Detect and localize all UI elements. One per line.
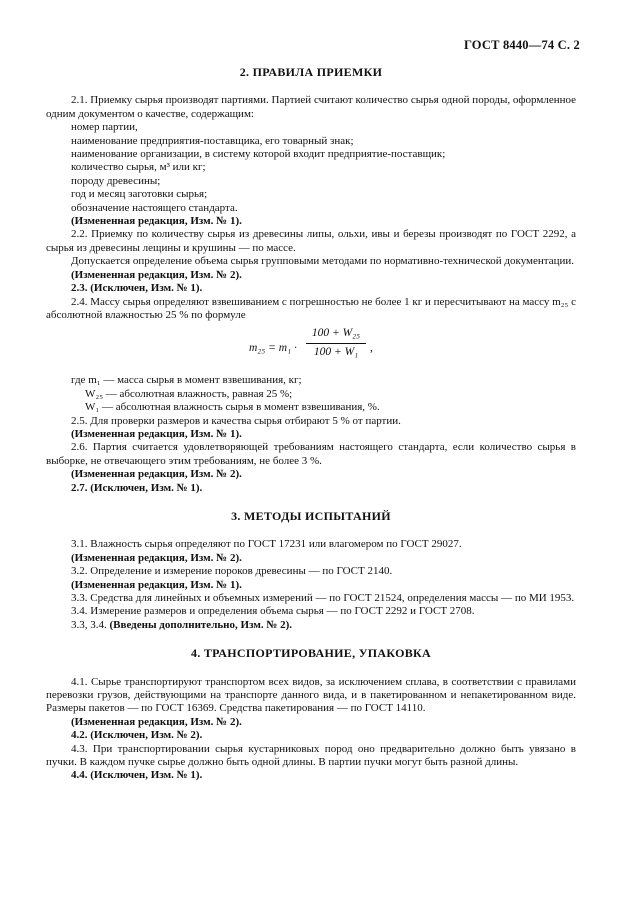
paragraph-3-1: 3.1. Влажность сырья определяют по ГОСТ 17231 или влагомером по ГОСТ 29027.	[71, 538, 462, 551]
formula-numerator: 100 + W₂₅	[306, 327, 366, 343]
edition-note: (Измененная редакция, Изм. № 1).	[71, 215, 242, 228]
paragraph-2-4: 2.4. Массу сырья определяют взвешиванием с погрешностью не более 1 кг и пересчитывают на массу m₂₅ с абсолютной влажностью 25 % по формуле	[46, 295, 576, 321]
paragraph-4-4: 4.4. (Исключен, Изм. № 1).	[71, 769, 203, 782]
mass-formula	[46, 322, 576, 374]
section-2-title: 2. ПРАВИЛА ПРИЕМКИ	[239, 65, 383, 79]
paragraph-2-6: 2.6. Партия считается удовлетворяющей требованиям настоящего стандарта, если количество сырья в выборке, не отвечающего этим требованиям, не более 3 %.	[46, 441, 576, 467]
paragraph-4-1: 4.1. Сырье транспортируют транспортом всех видов, за исключением сплава, в соответствии с правилами перевозки грузов, действующими на транспорте данного вида, и в пакетированном и непакетированном виде. Размеры пакетов — по ГОСТ 16369. Средства пакетирования — по ГОСТ 14110.	[46, 675, 576, 715]
paragraph-2-5: 2.5. Для проверки размеров и качества сырья отбирают 5 % от партии.	[71, 414, 401, 427]
formula-legend	[46, 374, 576, 414]
addition-note	[46, 619, 576, 632]
paragraph-4-2: 4.2. (Исключен, Изм. № 2).	[71, 729, 203, 742]
legend-line: W₁ — абсолютная влажность сырья в момент взвешивания, %.	[85, 401, 380, 414]
paragraph-3-4: 3.4. Измерение размеров и определения объема сырья — по ГОСТ 2292 и ГОСТ 2708.	[71, 605, 475, 618]
edition-note: (Измененная редакция, Изм. № 2).	[71, 268, 242, 281]
paragraph-4-3: 4.3. При транспортировании сырья кустарниковых пород оно предварительно должно быть увязано в пучки. В каждом пучке сырье должно быть одной длины. В партии пучки могут быть разной длины.	[46, 742, 576, 769]
addition-note-numbers: 3.3, 3.4.	[71, 618, 107, 631]
formula-fraction	[306, 327, 366, 359]
paragraph-2-3: 2.3. (Исключен, Изм. № 1).	[71, 282, 203, 295]
paragraph-2-7: 2.7. (Исключен, Изм. № 1).	[71, 481, 203, 494]
edition-note: (Измененная редакция, Изм. № 2).	[71, 715, 242, 728]
list-item: наименование организации, в систему которой входит предприятие-поставщик;	[71, 148, 446, 161]
paragraph-2-2: 2.2. Приемку по количеству сырья из древесины липы, ольхи, ивы и березы производят по ГОСТ 2292, а сырья из древесины лещины и крушины — по массе.	[46, 228, 576, 254]
legend-line: W₂₅ — абсолютная влажность, равная 25 %;	[85, 387, 293, 400]
list-item: количество сырья, м³ или кг;	[71, 161, 206, 174]
paragraph-3-2: 3.2. Определение и измерение пороков древесины — по ГОСТ 2140.	[71, 565, 393, 578]
paragraph-3-3: 3.3. Средства для линейных и объемных измерений — по ГОСТ 21524, определения массы — по МИ 1953.	[71, 592, 575, 604]
paragraph-2-2-b: Допускается определение объема сырья групповыми методами по нормативно-технической документации.	[71, 255, 575, 268]
edition-note: (Измененная редакция, Изм. № 1).	[71, 578, 242, 591]
formula-denominator: 100 + W₁	[313, 345, 359, 358]
addition-note-text: (Введены дополнительно, Изм. № 2).	[109, 618, 293, 631]
paragraph-2-1: 2.1. Приемку сырья производят партиями. Партией считают количество сырья одной породы, оформленное одним документом о качестве, содержащим:	[46, 94, 576, 120]
section-3-title: 3. МЕТОДЫ ИСПЫТАНИЙ	[231, 508, 391, 523]
list-item: обозначение настоящего стандарта.	[71, 201, 238, 214]
document-body	[46, 60, 576, 783]
page-header: ГОСТ 8440—74 С. 2	[463, 38, 580, 52]
edition-note: (Измененная редакция, Изм. № 2).	[71, 468, 242, 481]
list-item: год и месяц заготовки сырья;	[71, 188, 208, 201]
formula-comma: ,	[370, 342, 373, 355]
list-item: наименование предприятия-поставщика, его товарный знак;	[71, 134, 354, 147]
edition-note: (Измененная редакция, Изм. № 1).	[71, 427, 242, 440]
formula-lhs: m₂₅ = m₁ ·	[249, 342, 297, 355]
legend-line: где m₁ — масса сырья в момент взвешивания, кг;	[71, 374, 302, 387]
list-item: номер партии,	[71, 121, 138, 134]
document-contents-list	[46, 121, 576, 215]
edition-note: (Измененная редакция, Изм. № 2).	[71, 551, 242, 564]
section-4-title: 4. ТРАНСПОРТИРОВАНИЕ, УПАКОВКА	[190, 646, 432, 661]
list-item: породу древесины;	[71, 174, 161, 187]
